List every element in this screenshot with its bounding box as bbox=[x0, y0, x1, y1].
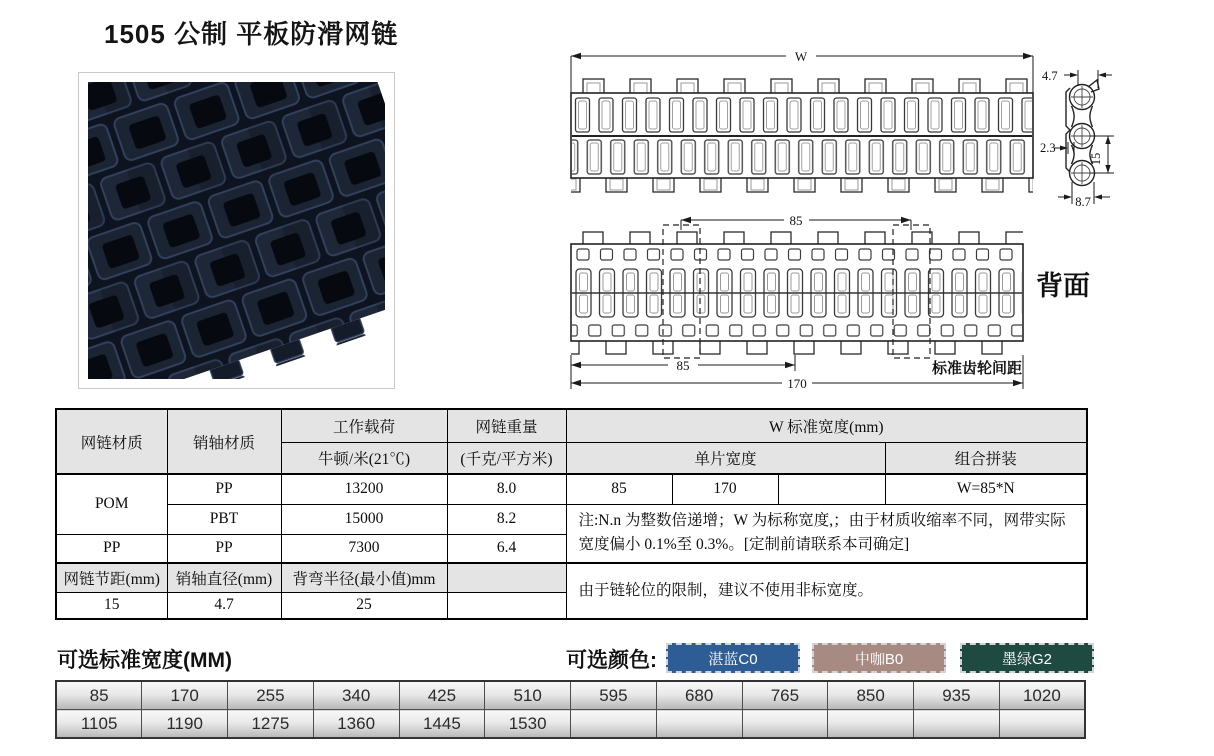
plan-view-drawing bbox=[562, 46, 1042, 198]
cell-chain-material: PP bbox=[56, 534, 167, 563]
cell-chain-material: POM bbox=[56, 474, 167, 534]
width-cell bbox=[828, 710, 914, 739]
sprocket-pitch-label: 标准齿轮间距 bbox=[931, 360, 1022, 377]
side-view-drawing bbox=[1040, 56, 1214, 222]
col-header-pitch: 网链节距(mm) bbox=[56, 563, 167, 592]
width-cell: 935 bbox=[914, 681, 1000, 710]
plan-width-dim-label: W bbox=[794, 49, 808, 64]
color-swatch-green bbox=[960, 643, 1094, 673]
col-header-weight: 网链重量 bbox=[447, 409, 566, 442]
color-swatch-blue bbox=[666, 643, 800, 673]
available-widths-table bbox=[55, 680, 1086, 739]
back-view-drawing bbox=[562, 208, 1042, 396]
cell-pin-diameter: 4.7 bbox=[167, 592, 281, 619]
page-title: 1505 公制 平板防滑网链 bbox=[104, 19, 399, 49]
cell-pin-material: PP bbox=[167, 534, 281, 563]
width-cell: 85 bbox=[56, 681, 142, 710]
cell-pin-material: PP bbox=[167, 474, 281, 504]
width-cell bbox=[742, 710, 828, 739]
width-cell: 510 bbox=[485, 681, 571, 710]
width-cell: 1360 bbox=[313, 710, 399, 739]
cell-weight: 8.2 bbox=[447, 504, 566, 534]
color-swatch-brown bbox=[812, 643, 946, 673]
belt-top-tabs bbox=[571, 78, 1033, 94]
col-header-pin-material: 销轴材质 bbox=[167, 409, 281, 474]
width-cell: 1275 bbox=[228, 710, 314, 739]
width-cell: 850 bbox=[828, 681, 914, 710]
width-cell: 170 bbox=[142, 681, 228, 710]
col-header-working-load: 工作载荷 bbox=[281, 409, 447, 442]
back-dim-bottom-half: 85 bbox=[676, 358, 690, 373]
color-swatch-label: 墨绿G2 bbox=[1001, 650, 1052, 668]
side-dim-left: 2.3 bbox=[1040, 141, 1056, 155]
side-dim-top: 4.7 bbox=[1042, 69, 1058, 83]
side-dim-mid: 15 bbox=[1089, 152, 1103, 166]
side-dim-bottom: 8.7 bbox=[1075, 195, 1091, 209]
col-header-working-load-unit: 牛顿/米(21℃) bbox=[281, 442, 447, 474]
cell-combo-formula: W=85*N bbox=[885, 474, 1087, 504]
width-cell bbox=[914, 710, 1000, 739]
belt-bottom-tabs bbox=[571, 177, 1033, 193]
col-header-combo: 组合拼装 bbox=[885, 442, 1087, 474]
colors-section-title: 可选颜色: bbox=[566, 649, 657, 672]
cell-weight: 8.0 bbox=[447, 474, 566, 504]
width-cell: 1530 bbox=[485, 710, 571, 739]
width-cell: 595 bbox=[571, 681, 657, 710]
cell-empty bbox=[447, 592, 566, 619]
back-dim-top: 85 bbox=[789, 213, 803, 228]
col-header-single-width: 单片宽度 bbox=[566, 442, 885, 474]
cell-working-load: 15000 bbox=[281, 504, 447, 534]
cell-working-load: 13200 bbox=[281, 474, 447, 504]
col-header-backflex-radius: 背弯半径(最小值)mm bbox=[281, 563, 447, 592]
width-cell: 680 bbox=[656, 681, 742, 710]
width-cell bbox=[999, 710, 1085, 739]
col-header-std-width: W 标准宽度(mm) bbox=[566, 409, 1087, 442]
color-swatch-label: 中咖B0 bbox=[854, 650, 904, 668]
widths-section-title: 可选标准宽度(MM) bbox=[57, 649, 232, 672]
width-cell: 1105 bbox=[56, 710, 142, 739]
cell-backflex-radius: 25 bbox=[281, 592, 447, 619]
width-cell: 425 bbox=[399, 681, 485, 710]
product-photo-image bbox=[88, 82, 385, 379]
width-cell: 1445 bbox=[399, 710, 485, 739]
width-cell: 1020 bbox=[999, 681, 1085, 710]
product-photo bbox=[78, 72, 395, 389]
cell-working-load: 7300 bbox=[281, 534, 447, 563]
cell-weight: 6.4 bbox=[447, 534, 566, 563]
note-nonstandard-width: 由于链轮位的限制，建议不使用非标宽度。 bbox=[566, 563, 1087, 619]
cell-pitch: 15 bbox=[56, 592, 167, 619]
width-cell: 255 bbox=[228, 681, 314, 710]
spec-table bbox=[55, 408, 1088, 620]
color-swatch-label: 湛蓝C0 bbox=[708, 650, 758, 668]
back-dim-bottom-full: 170 bbox=[787, 376, 807, 391]
cell-single-width: 85 bbox=[566, 474, 672, 504]
col-header-weight-unit: (千克/平方米) bbox=[447, 442, 566, 474]
width-cell bbox=[656, 710, 742, 739]
width-cell: 765 bbox=[742, 681, 828, 710]
note-width-tolerance: 注:N.n 为整数倍递增；W 为标称宽度,；由于材质收缩率不同，网带实际宽度偏小 0.1%至 0.3%。[定制前请联系本司确定] bbox=[566, 504, 1087, 563]
cell-pin-material: PBT bbox=[167, 504, 281, 534]
width-cell: 340 bbox=[313, 681, 399, 710]
back-side-label: 背面 bbox=[1036, 271, 1090, 301]
cell-empty bbox=[778, 474, 885, 504]
col-header-pin-diameter: 销轴直径(mm) bbox=[167, 563, 281, 592]
width-cell: 1190 bbox=[142, 710, 228, 739]
cell-single-width: 170 bbox=[672, 474, 778, 504]
cell-empty bbox=[447, 563, 566, 592]
col-header-chain-material: 网链材质 bbox=[56, 409, 167, 474]
width-cell bbox=[571, 710, 657, 739]
